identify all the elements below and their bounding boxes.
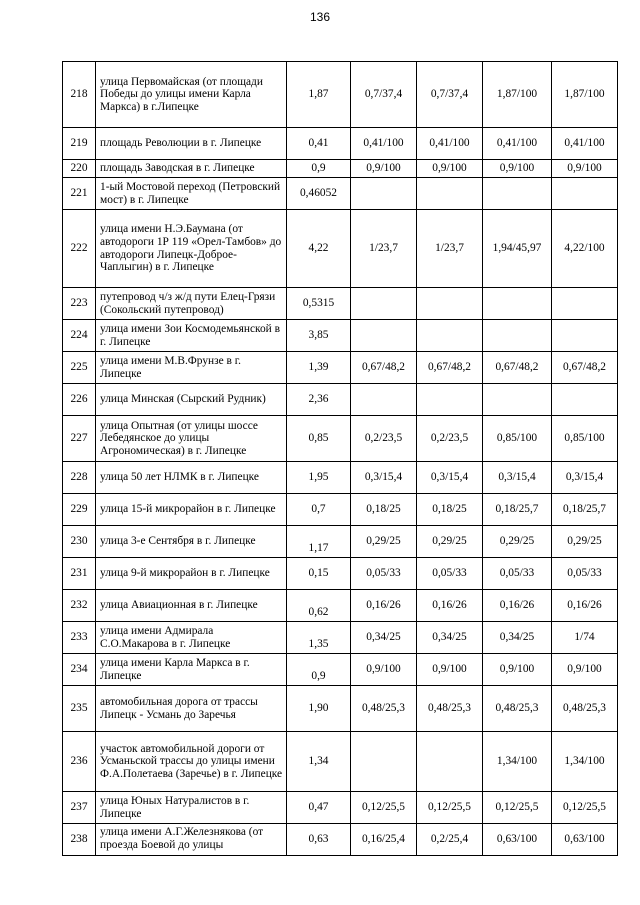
table-row bbox=[63, 128, 618, 160]
value-cell-2: 0,29/25 bbox=[417, 526, 483, 558]
length-cell: 0,15 bbox=[287, 558, 351, 590]
value-cell-1: 0,9/100 bbox=[351, 654, 417, 686]
value-cell-3: 0,16/26 bbox=[483, 590, 552, 622]
table-row bbox=[63, 824, 618, 856]
length-cell: 1,90 bbox=[287, 686, 351, 732]
value-cell-1 bbox=[351, 178, 417, 210]
value-cell-1: 0,05/33 bbox=[351, 558, 417, 590]
value-cell-3: 1,34/100 bbox=[483, 732, 552, 792]
value-cell-4 bbox=[552, 320, 618, 352]
road-name-cell: улица 15-й микрорайон в г. Липецке bbox=[96, 494, 287, 526]
length-cell: 1,39 bbox=[287, 352, 351, 384]
row-number-cell: 218 bbox=[63, 62, 96, 128]
value-cell-2: 0,18/25 bbox=[417, 494, 483, 526]
table-row bbox=[63, 590, 618, 622]
value-cell-4: 0,48/25,3 bbox=[552, 686, 618, 732]
table-row bbox=[63, 416, 618, 462]
row-number-cell: 234 bbox=[63, 654, 96, 686]
value-cell-1: 0,16/25,4 bbox=[351, 824, 417, 856]
page-number: 136 bbox=[309, 10, 331, 24]
value-cell-2: 0,9/100 bbox=[417, 654, 483, 686]
value-cell-4 bbox=[552, 178, 618, 210]
road-name-cell: улица 50 лет НЛМК в г. Липецке bbox=[96, 462, 287, 494]
row-number-cell: 223 bbox=[63, 288, 96, 320]
road-name-cell: 1-ый Мостовой переход (Петровский мост) в г. Липецке bbox=[96, 178, 287, 210]
value-cell-1 bbox=[351, 384, 417, 416]
value-cell-2: 0,05/33 bbox=[417, 558, 483, 590]
value-cell-3: 0,41/100 bbox=[483, 128, 552, 160]
value-cell-1: 0,3/15,4 bbox=[351, 462, 417, 494]
row-number-cell: 230 bbox=[63, 526, 96, 558]
value-cell-3: 0,29/25 bbox=[483, 526, 552, 558]
value-cell-1: 0,48/25,3 bbox=[351, 686, 417, 732]
table-row bbox=[63, 622, 618, 654]
value-cell-1: 0,29/25 bbox=[351, 526, 417, 558]
table-row bbox=[63, 320, 618, 352]
value-cell-1: 0,16/26 bbox=[351, 590, 417, 622]
value-cell-3 bbox=[483, 384, 552, 416]
value-cell-3 bbox=[483, 178, 552, 210]
road-name-cell: участок автомобильной дороги от Усманьской трассы до улицы имени Ф.А.Полетаева (Заречье) в г. Липецке bbox=[96, 732, 287, 792]
value-cell-2: 0,9/100 bbox=[417, 160, 483, 178]
value-cell-4: 1,87/100 bbox=[552, 62, 618, 128]
length-cell: 0,85 bbox=[287, 416, 351, 462]
value-cell-2: 0,3/15,4 bbox=[417, 462, 483, 494]
length-cell: 0,62 bbox=[287, 590, 351, 622]
table-row bbox=[63, 160, 618, 178]
value-cell-3: 0,05/33 bbox=[483, 558, 552, 590]
value-cell-3: 0,67/48,2 bbox=[483, 352, 552, 384]
road-name-cell: улица имени Зои Космодемьянской в г. Липецке bbox=[96, 320, 287, 352]
value-cell-1: 0,9/100 bbox=[351, 160, 417, 178]
length-cell: 1,87 bbox=[287, 62, 351, 128]
row-number-cell: 229 bbox=[63, 494, 96, 526]
road-name-cell: улица имени М.В.Фрунзе в г. Липецке bbox=[96, 352, 287, 384]
value-cell-4: 0,9/100 bbox=[552, 654, 618, 686]
value-cell-4: 0,16/26 bbox=[552, 590, 618, 622]
value-cell-4: 0,05/33 bbox=[552, 558, 618, 590]
table-row bbox=[63, 384, 618, 416]
value-cell-1: 0,18/25 bbox=[351, 494, 417, 526]
length-cell: 2,36 bbox=[287, 384, 351, 416]
value-cell-1: 0,7/37,4 bbox=[351, 62, 417, 128]
value-cell-2: 0,34/25 bbox=[417, 622, 483, 654]
value-cell-3: 0,9/100 bbox=[483, 160, 552, 178]
row-number-cell: 227 bbox=[63, 416, 96, 462]
value-cell-4: 0,3/15,4 bbox=[552, 462, 618, 494]
value-cell-2: 1/23,7 bbox=[417, 210, 483, 288]
row-number-cell: 236 bbox=[63, 732, 96, 792]
value-cell-3: 0,3/15,4 bbox=[483, 462, 552, 494]
length-cell: 0,5315 bbox=[287, 288, 351, 320]
value-cell-1 bbox=[351, 320, 417, 352]
value-cell-3: 1,94/45,97 bbox=[483, 210, 552, 288]
table-row bbox=[63, 462, 618, 494]
length-cell: 0,41 bbox=[287, 128, 351, 160]
value-cell-4: 0,18/25,7 bbox=[552, 494, 618, 526]
length-cell: 0,47 bbox=[287, 792, 351, 824]
roads-table bbox=[62, 61, 618, 856]
road-name-cell: площадь Заводская в г. Липецке bbox=[96, 160, 287, 178]
table-row bbox=[63, 178, 618, 210]
value-cell-1: 0,41/100 bbox=[351, 128, 417, 160]
value-cell-1: 0,2/23,5 bbox=[351, 416, 417, 462]
length-cell: 0,9 bbox=[287, 654, 351, 686]
value-cell-2: 0,2/23,5 bbox=[417, 416, 483, 462]
length-cell: 3,85 bbox=[287, 320, 351, 352]
value-cell-1: 0,34/25 bbox=[351, 622, 417, 654]
table-row bbox=[63, 526, 618, 558]
value-cell-3: 0,48/25,3 bbox=[483, 686, 552, 732]
value-cell-2: 0,48/25,3 bbox=[417, 686, 483, 732]
road-name-cell: улица имени Адмирала С.О.Макарова в г. Липецке bbox=[96, 622, 287, 654]
row-number-cell: 238 bbox=[63, 824, 96, 856]
value-cell-2 bbox=[417, 320, 483, 352]
value-cell-3 bbox=[483, 288, 552, 320]
table-row bbox=[63, 558, 618, 590]
value-cell-4: 0,85/100 bbox=[552, 416, 618, 462]
length-cell: 1,34 bbox=[287, 732, 351, 792]
value-cell-3: 0,9/100 bbox=[483, 654, 552, 686]
table-row bbox=[63, 654, 618, 686]
road-name-cell: улица Опытная (от улицы шоссе Лебедянское до улицы Агрономическая) в г. Липецке bbox=[96, 416, 287, 462]
table-row bbox=[63, 732, 618, 792]
table-row bbox=[63, 686, 618, 732]
value-cell-4: 0,63/100 bbox=[552, 824, 618, 856]
row-number-cell: 226 bbox=[63, 384, 96, 416]
row-number-cell: 228 bbox=[63, 462, 96, 494]
value-cell-1 bbox=[351, 288, 417, 320]
row-number-cell: 220 bbox=[63, 160, 96, 178]
value-cell-3: 1,87/100 bbox=[483, 62, 552, 128]
length-cell: 4,22 bbox=[287, 210, 351, 288]
value-cell-1 bbox=[351, 732, 417, 792]
value-cell-1: 1/23,7 bbox=[351, 210, 417, 288]
value-cell-4: 0,9/100 bbox=[552, 160, 618, 178]
row-number-cell: 225 bbox=[63, 352, 96, 384]
row-number-cell: 237 bbox=[63, 792, 96, 824]
value-cell-2: 0,7/37,4 bbox=[417, 62, 483, 128]
table-body bbox=[63, 62, 618, 856]
row-number-cell: 235 bbox=[63, 686, 96, 732]
table-row bbox=[63, 288, 618, 320]
row-number-cell: 224 bbox=[63, 320, 96, 352]
value-cell-4: 1,34/100 bbox=[552, 732, 618, 792]
road-name-cell: улица Авиационная в г. Липецке bbox=[96, 590, 287, 622]
value-cell-1: 0,12/25,5 bbox=[351, 792, 417, 824]
value-cell-3: 0,85/100 bbox=[483, 416, 552, 462]
road-name-cell: улица имени Карла Маркса в г. Липецке bbox=[96, 654, 287, 686]
length-cell: 0,63 bbox=[287, 824, 351, 856]
row-number-cell: 219 bbox=[63, 128, 96, 160]
road-name-cell: путепровод ч/з ж/д пути Елец-Грязи (Сокольский путепровод) bbox=[96, 288, 287, 320]
value-cell-2: 0,41/100 bbox=[417, 128, 483, 160]
road-name-cell: улица имени Н.Э.Баумана (от автодороги 1Р 119 «Орел-Тамбов» до автодороги Липецк-Доброе-Чаплыгин) в г. Липецке bbox=[96, 210, 287, 288]
value-cell-1: 0,67/48,2 bbox=[351, 352, 417, 384]
length-cell: 1,95 bbox=[287, 462, 351, 494]
length-cell: 1,17 bbox=[287, 526, 351, 558]
value-cell-4: 0,67/48,2 bbox=[552, 352, 618, 384]
value-cell-2 bbox=[417, 384, 483, 416]
length-cell: 1,35 bbox=[287, 622, 351, 654]
row-number-cell: 222 bbox=[63, 210, 96, 288]
road-name-cell: улица Юных Натуралистов в г. Липецке bbox=[96, 792, 287, 824]
value-cell-3: 0,12/25,5 bbox=[483, 792, 552, 824]
row-number-cell: 233 bbox=[63, 622, 96, 654]
row-number-cell: 221 bbox=[63, 178, 96, 210]
table-row bbox=[63, 494, 618, 526]
value-cell-4: 1/74 bbox=[552, 622, 618, 654]
row-number-cell: 231 bbox=[63, 558, 96, 590]
value-cell-2 bbox=[417, 732, 483, 792]
value-cell-4 bbox=[552, 288, 618, 320]
value-cell-2: 0,16/26 bbox=[417, 590, 483, 622]
length-cell: 0,46052 bbox=[287, 178, 351, 210]
value-cell-2: 0,2/25,4 bbox=[417, 824, 483, 856]
value-cell-4: 0,41/100 bbox=[552, 128, 618, 160]
value-cell-2: 0,12/25,5 bbox=[417, 792, 483, 824]
value-cell-3: 0,63/100 bbox=[483, 824, 552, 856]
value-cell-2 bbox=[417, 178, 483, 210]
road-name-cell: автомобильная дорога от трассы Липецк - Усмань до Заречья bbox=[96, 686, 287, 732]
length-cell: 0,9 bbox=[287, 160, 351, 178]
road-name-cell: улица 9-й микрорайон в г. Липецке bbox=[96, 558, 287, 590]
value-cell-4: 0,29/25 bbox=[552, 526, 618, 558]
length-cell: 0,7 bbox=[287, 494, 351, 526]
value-cell-4: 4,22/100 bbox=[552, 210, 618, 288]
road-name-cell: улица Первомайская (от площади Победы до улицы имени Карла Маркса) в г.Липецке bbox=[96, 62, 287, 128]
row-number-cell: 232 bbox=[63, 590, 96, 622]
table-row bbox=[63, 210, 618, 288]
value-cell-3 bbox=[483, 320, 552, 352]
road-name-cell: улица имени А.Г.Железнякова (от проезда Боевой до улицы bbox=[96, 824, 287, 856]
value-cell-2: 0,67/48,2 bbox=[417, 352, 483, 384]
value-cell-4 bbox=[552, 384, 618, 416]
value-cell-4: 0,12/25,5 bbox=[552, 792, 618, 824]
table-row bbox=[63, 352, 618, 384]
table-row bbox=[63, 792, 618, 824]
value-cell-2 bbox=[417, 288, 483, 320]
road-name-cell: улица Минская (Сырский Рудник) bbox=[96, 384, 287, 416]
table-row bbox=[63, 62, 618, 128]
value-cell-3: 0,34/25 bbox=[483, 622, 552, 654]
value-cell-3: 0,18/25,7 bbox=[483, 494, 552, 526]
road-name-cell: площадь Революции в г. Липецке bbox=[96, 128, 287, 160]
road-name-cell: улица 3-е Сентября в г. Липецке bbox=[96, 526, 287, 558]
